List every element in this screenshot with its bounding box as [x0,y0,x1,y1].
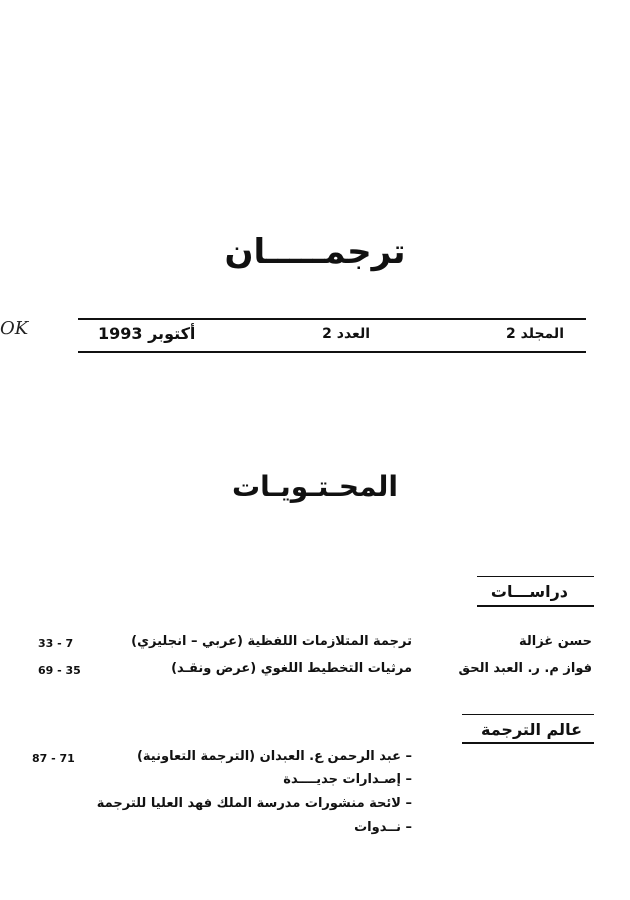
volume-label: المجلد 2 [506,326,564,342]
study-title-2: مرثيات التخطيط اللغوي (عرض ونقـد) [171,661,412,676]
translation-world-top-rule [462,714,594,715]
studies-heading: دراســـات [490,582,568,601]
translation-world-item-1: – عبد الرحمن ع. العبدان (الترجمة التعاونية) [136,749,412,764]
study-pages-1: 33 - 7 [38,637,74,650]
study-author-1: حسن غزالة [518,634,592,649]
studies-heading-bottom-rule [477,605,594,607]
issue-number-label: العدد 2 [322,326,370,342]
study-title-1: ترجمة المتلازمات اللفظية (عربي – انجليزي) [131,634,412,649]
issue-info [78,322,586,350]
journal-title: ترجمـــــان [224,232,406,272]
study-pages-2: 69 - 35 [38,664,81,677]
issue-top-rule [78,318,586,320]
translation-world-item-3: – لائحة منشورات مدرسة الملك فهد العليا للترجمة [96,796,412,811]
issue-date-label: أكتوبر 1993 [98,324,196,343]
translation-world-pages-1: 87 - 71 [32,752,75,765]
issue-bottom-rule [78,351,586,353]
translation-world-item-2: – إصـدارات جديــــدة [283,772,412,787]
contents-heading: المحـتـويـات [232,470,398,503]
translation-world-heading: عالم الترجمة [481,720,582,739]
margin-note: OK [0,318,29,339]
translation-world-bottom-rule [462,742,594,744]
studies-heading-top-rule [477,576,594,577]
study-author-2: فواز م. ر. العبد الحق [458,661,592,676]
translation-world-item-4: – نــدوات [354,820,412,835]
